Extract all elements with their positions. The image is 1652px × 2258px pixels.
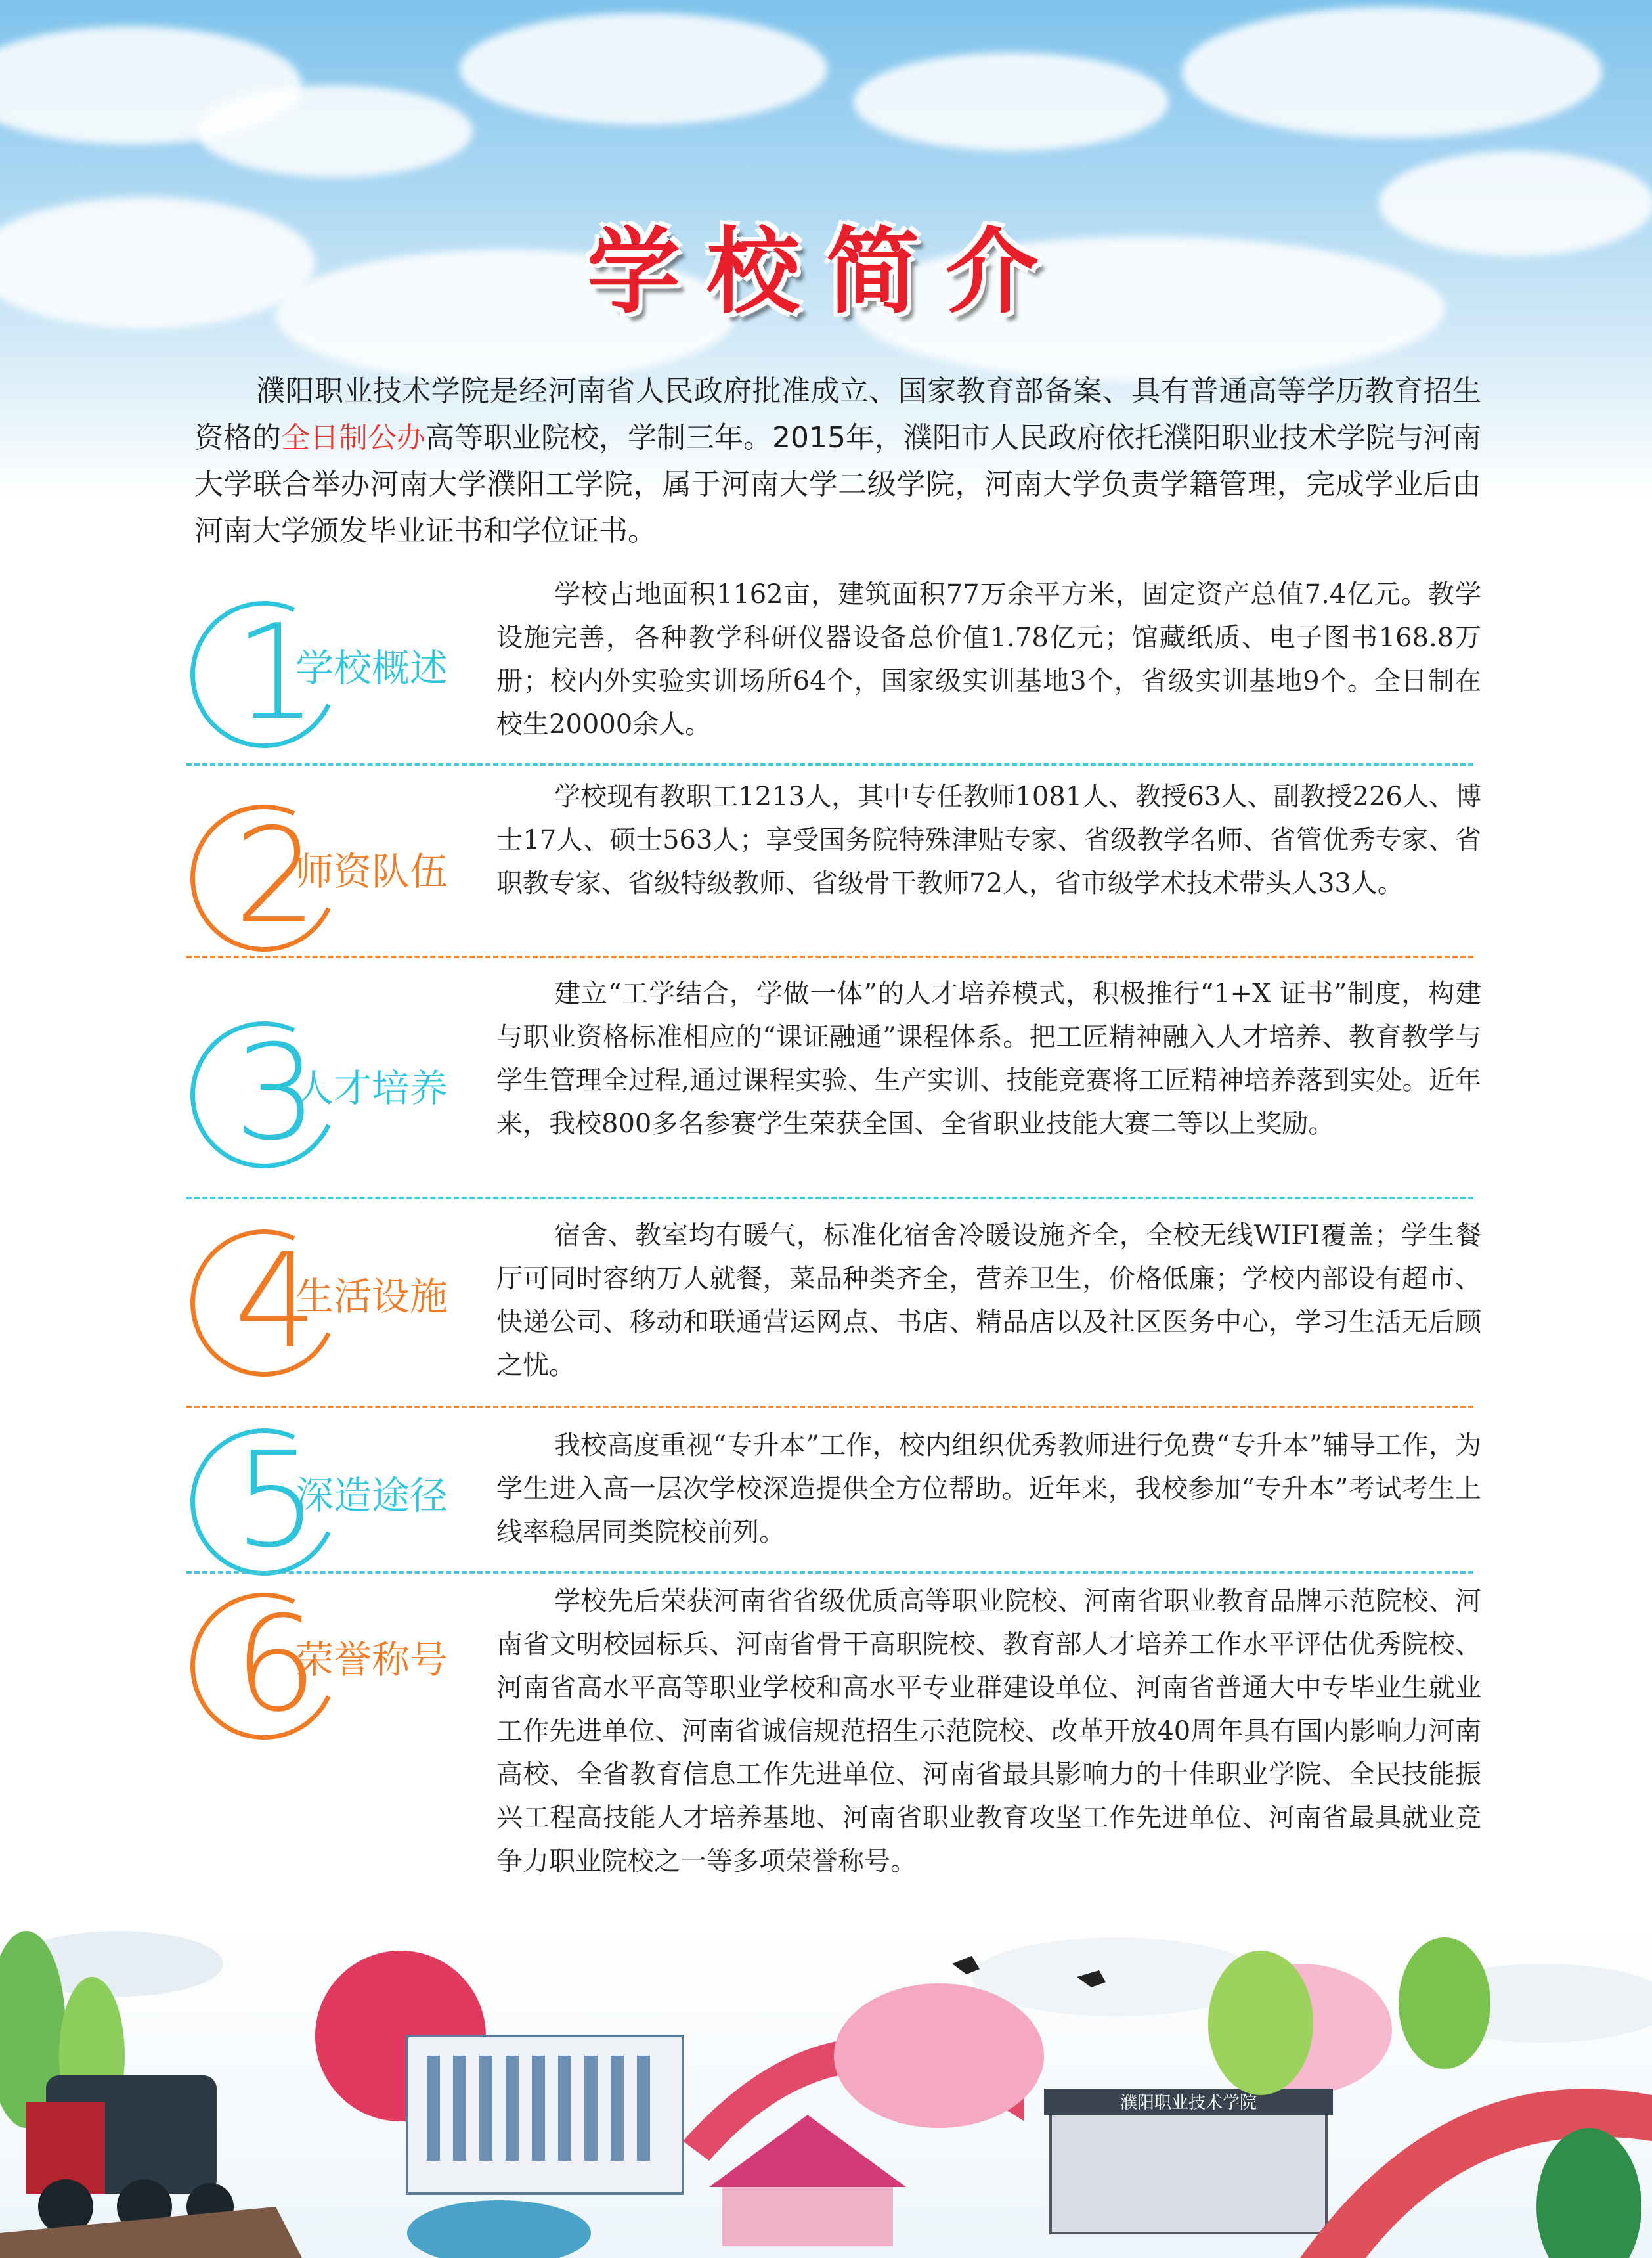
section-number: 1: [234, 596, 318, 749]
section-divider: [186, 1406, 1473, 1408]
section-divider: [186, 1571, 1473, 1574]
section-1-heading: [184, 594, 473, 765]
section-2-text: 学校现有教职工1213人，其中专任教师1081人、教授63人、副教授226人、博士17人、硕士563人；享受国务院特殊津贴专家、省级教学名师、省管优秀专家、省职教专家、省级特级教师、省级骨干教师72人，省市级学术技术带头人33人。: [496, 782, 1481, 898]
section-2-heading: [184, 798, 473, 969]
section-number: 4: [234, 1225, 318, 1378]
section-number: 5: [234, 1424, 318, 1577]
section-label: 生活设施: [295, 1274, 448, 1319]
campus-illustration: [0, 1924, 1652, 2258]
section-3-text: 建立“工学结合，学做一体”的人才培养模式，积极推行“1+X 证书”制度，构建与职业资格标准相应的“课证融通”课程体系。把工匠精神融入人才培养、教育教学与学生管理全过程,通过课程实验、生产实训、技能竞赛将工匠精神培养落到实处。近年来，我校800多名参赛学生荣获全国、全省职业技能大赛二等以上奖励。: [496, 979, 1481, 1139]
section-number: 6: [234, 1588, 318, 1741]
intro-paragraph: [194, 368, 1481, 554]
section-label: 人才培养: [295, 1066, 448, 1111]
section-divider: [186, 763, 1473, 766]
section-5-text: 我校高度重视“专升本”工作，校内组织优秀教师进行免费“专升本”辅导工作，为学生进入高一层次学校深造提供全方位帮助。近年来，我校参加“专升本”考试考生上线率稳居同类院校前列。: [496, 1430, 1481, 1547]
section-label: 师资队伍: [295, 849, 448, 894]
section-6-text: 学校先后荣获河南省省级优质高等职业院校、河南省职业教育品牌示范院校、河南省文明校园标兵、河南省骨干高职院校、教育部人才培养工作水平评估优秀院校、河南省高水平高等职业学校和高水平专业群建设单位、河南省普通大中专毕业生就业工作先进单位、河南省诚信规范招生示范院校、改革开放40周年具有国内影响力河南高校、全省教育信息工作先进单位、河南省最具影响力的十佳职业学院、全民技能振兴工程高技能人才培养基地、河南省职业教育攻坚工作先进单位、河南省最具就业竞争力职业院校之一等多项荣誉称号。: [496, 1586, 1481, 1876]
section-label: 学校概述: [295, 646, 448, 690]
gate-sign-text: 濮阳职业技术学院: [1119, 2093, 1257, 2113]
page-title: 学校简介: [587, 218, 1065, 326]
section-label: 深造途径: [295, 1473, 448, 1518]
campus-scene-image: [0, 1924, 1652, 2258]
section-4-text: 宿舍、教室均有暖气，标准化宿舍冷暖设施齐全，全校无线WIFI覆盖；学生餐厅可同时容纳万人就餐，菜品种类齐全，营养卫生，价格低廉；学校内部设有超市、快递公司、移动和联通营运网点、书店、精品店以及社区医务中心，学习生活无后顾之忧。: [496, 1220, 1481, 1381]
intro-text-1: 濮阳职业技术学院是经河南省人民政府批准成立、国家教育部备案、具有普通高等学历教育招生资格的: [194, 374, 1481, 454]
section-number: 3: [234, 1017, 318, 1170]
intro-text-2: 高等职业院校，学制三年。2015年，濮阳市人民政府依托濮阳职业技术学院与河南大学联合举办河南大学濮阳工学院，属于河南大学二级学院，河南大学负责学籍管理，完成学业后由河南大学颁发毕业证书和学位证书。: [194, 421, 1482, 548]
section-5-heading: [184, 1422, 473, 1593]
section-label: 荣誉称号: [295, 1637, 448, 1682]
section-4-heading: [184, 1223, 473, 1394]
section-1-text: 学校占地面积1162亩，建筑面积77万余平方米，固定资产总值7.4亿元。教学设施完善，各种教学科研仪器设备总价值1.78亿元；馆藏纸质、电子图书168.8万册；校内外实验实训场所64个，国家级实训基地3个，省级实训基地9个。全日制在校生20000余人。: [496, 579, 1481, 740]
section-3-heading: [184, 1015, 473, 1185]
intro-highlight: 全日制公办: [281, 421, 426, 454]
section-6-heading: [184, 1586, 473, 1757]
section-number: 2: [234, 800, 318, 953]
section-divider: [186, 1197, 1473, 1199]
section-divider: [186, 956, 1473, 958]
